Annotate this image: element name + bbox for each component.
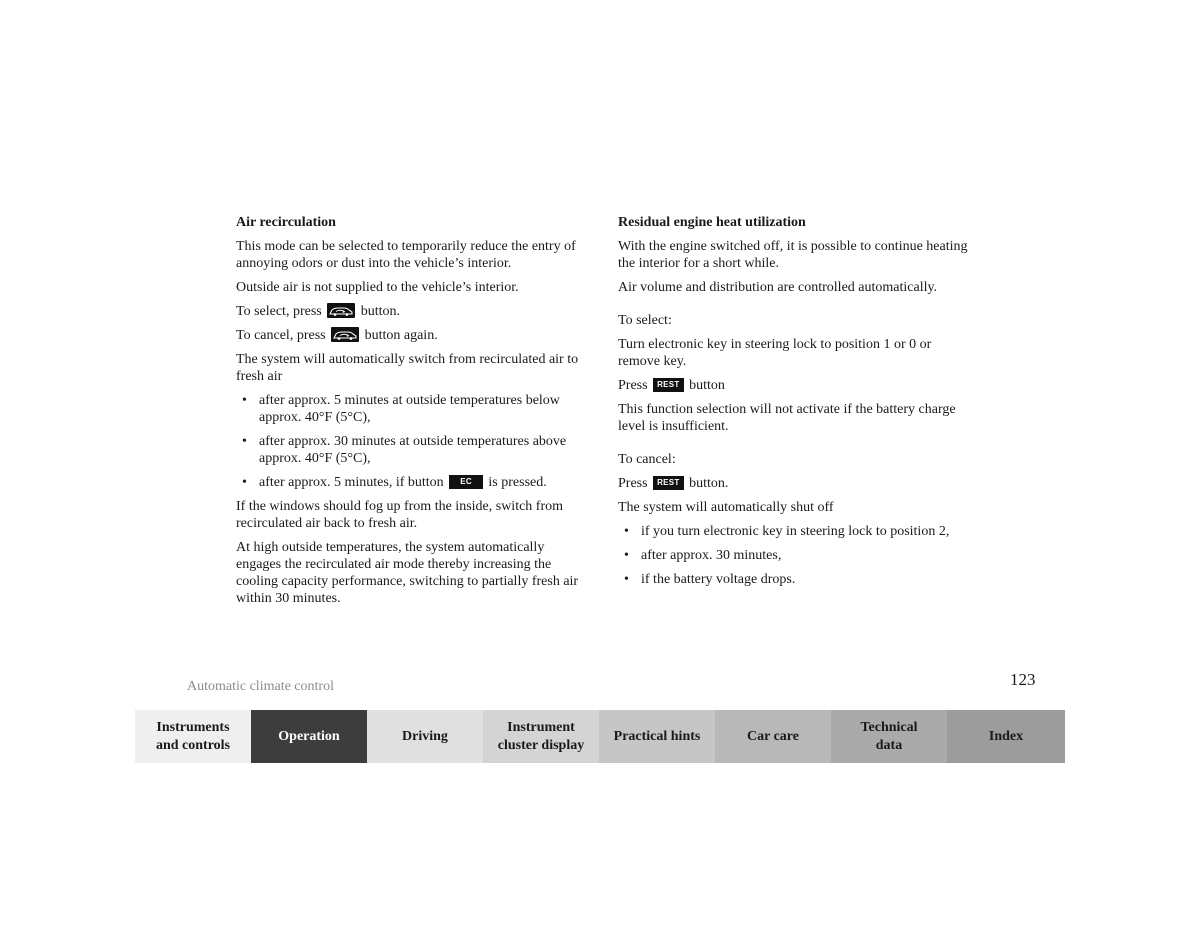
select-text: To select, press: [236, 304, 322, 319]
section-title: Automatic climate control: [187, 679, 334, 694]
tab-label: Driving: [402, 728, 448, 744]
paragraph: At high outside temperatures, the system automatically engages the recirculated air mode thereby increasing the cooling capacity performance, switching to partially fresh air within 30 minutes.: [236, 540, 579, 606]
press-text-end: button: [689, 378, 725, 393]
tab-label: Instruments: [156, 719, 230, 735]
recirculation-car-icon: [331, 327, 359, 342]
press-text: Press: [618, 378, 648, 393]
paragraph: If the windows should fog up from the inside, switch from recirculated air back to fresh air.: [236, 499, 564, 531]
list-item: • if you turn electronic key in steering lock to position 2,: [618, 523, 973, 540]
cancel-instruction: [236, 327, 586, 344]
list-item: • after approx. 30 minutes at outside temperatures above approx. 40°F (5°C),: [236, 433, 586, 467]
press-rest-instruction: [618, 377, 973, 394]
tab-label: Operation: [278, 728, 340, 744]
tab-practical-hints[interactable]: [599, 710, 715, 763]
paragraph: The system will automatically switch from recirculated air to fresh air: [236, 352, 579, 384]
list-item-text: after approx. 5 minutes, if button: [259, 475, 444, 490]
tab-car-care[interactable]: [715, 710, 831, 763]
paragraph: Outside air is not supplied to the vehicle’s interior.: [236, 280, 519, 295]
tab-label: Instrument: [507, 719, 575, 735]
select-text-end: button.: [360, 304, 400, 319]
shutoff-conditions-list: [618, 523, 973, 588]
air-recirculation-heading: Air recirculation: [236, 215, 336, 230]
press-text: Press: [618, 476, 648, 491]
press-text-end: button.: [689, 476, 729, 491]
tab-label: Index: [988, 728, 1024, 744]
tab-technical-data[interactable]: [831, 710, 947, 763]
left-column: [236, 214, 586, 614]
rest-button-symbol: REST: [653, 476, 684, 490]
tab-index[interactable]: [947, 710, 1065, 763]
to-cancel-label: To cancel:: [618, 452, 676, 467]
list-item: • after approx. 5 minutes at outside temperatures below approx. 40°F (5°C),: [236, 392, 586, 426]
residual-heat-heading: Residual engine heat utilization: [618, 215, 806, 230]
list-item: • after approx. 30 minutes,: [618, 547, 973, 564]
right-column: [618, 214, 973, 595]
tab-instrument-cluster-display[interactable]: [483, 710, 599, 763]
paragraph: This function selection will not activate if the battery charge level is insufficient.: [618, 402, 956, 434]
press-rest-cancel-instruction: [618, 475, 973, 492]
paragraph: This mode can be selected to temporarily reduce the entry of annoying odors or dust into the vehicle’s interior.: [236, 239, 576, 271]
ec-button-symbol: EC: [449, 475, 483, 489]
tab-label: Technical: [860, 719, 918, 735]
recirculation-car-icon: [327, 303, 355, 318]
select-instruction: [236, 303, 586, 320]
paragraph: Air volume and distribution are controlled automatically.: [618, 280, 938, 295]
tab-label: Practical hints: [613, 728, 701, 744]
list-item: • if the battery voltage drops.: [618, 571, 973, 588]
paragraph: The system will automatically shut off: [618, 500, 834, 515]
list-item-text-end: is pressed.: [488, 475, 547, 490]
page-number: 123: [1010, 670, 1036, 689]
tab-operation[interactable]: [251, 710, 367, 763]
switch-conditions-list: [236, 392, 586, 491]
tab-driving[interactable]: [367, 710, 483, 763]
to-select-label: To select:: [618, 313, 672, 328]
cancel-text: To cancel, press: [236, 328, 326, 343]
list-item: [236, 474, 586, 491]
tab-label: Car care: [747, 728, 799, 744]
chapter-tabs: [135, 710, 1065, 763]
cancel-text-end: button again.: [364, 328, 438, 343]
rest-button-symbol: REST: [653, 378, 684, 392]
tab-label: cluster display: [497, 737, 585, 753]
tab-label: and controls: [155, 737, 231, 753]
paragraph: Turn electronic key in steering lock to position 1 or 0 or remove key.: [618, 337, 932, 369]
tab-label: data: [875, 737, 903, 753]
paragraph: With the engine switched off, it is possible to continue heating the interior for a short while.: [618, 239, 968, 271]
tab-instruments-and-controls[interactable]: [135, 710, 251, 763]
